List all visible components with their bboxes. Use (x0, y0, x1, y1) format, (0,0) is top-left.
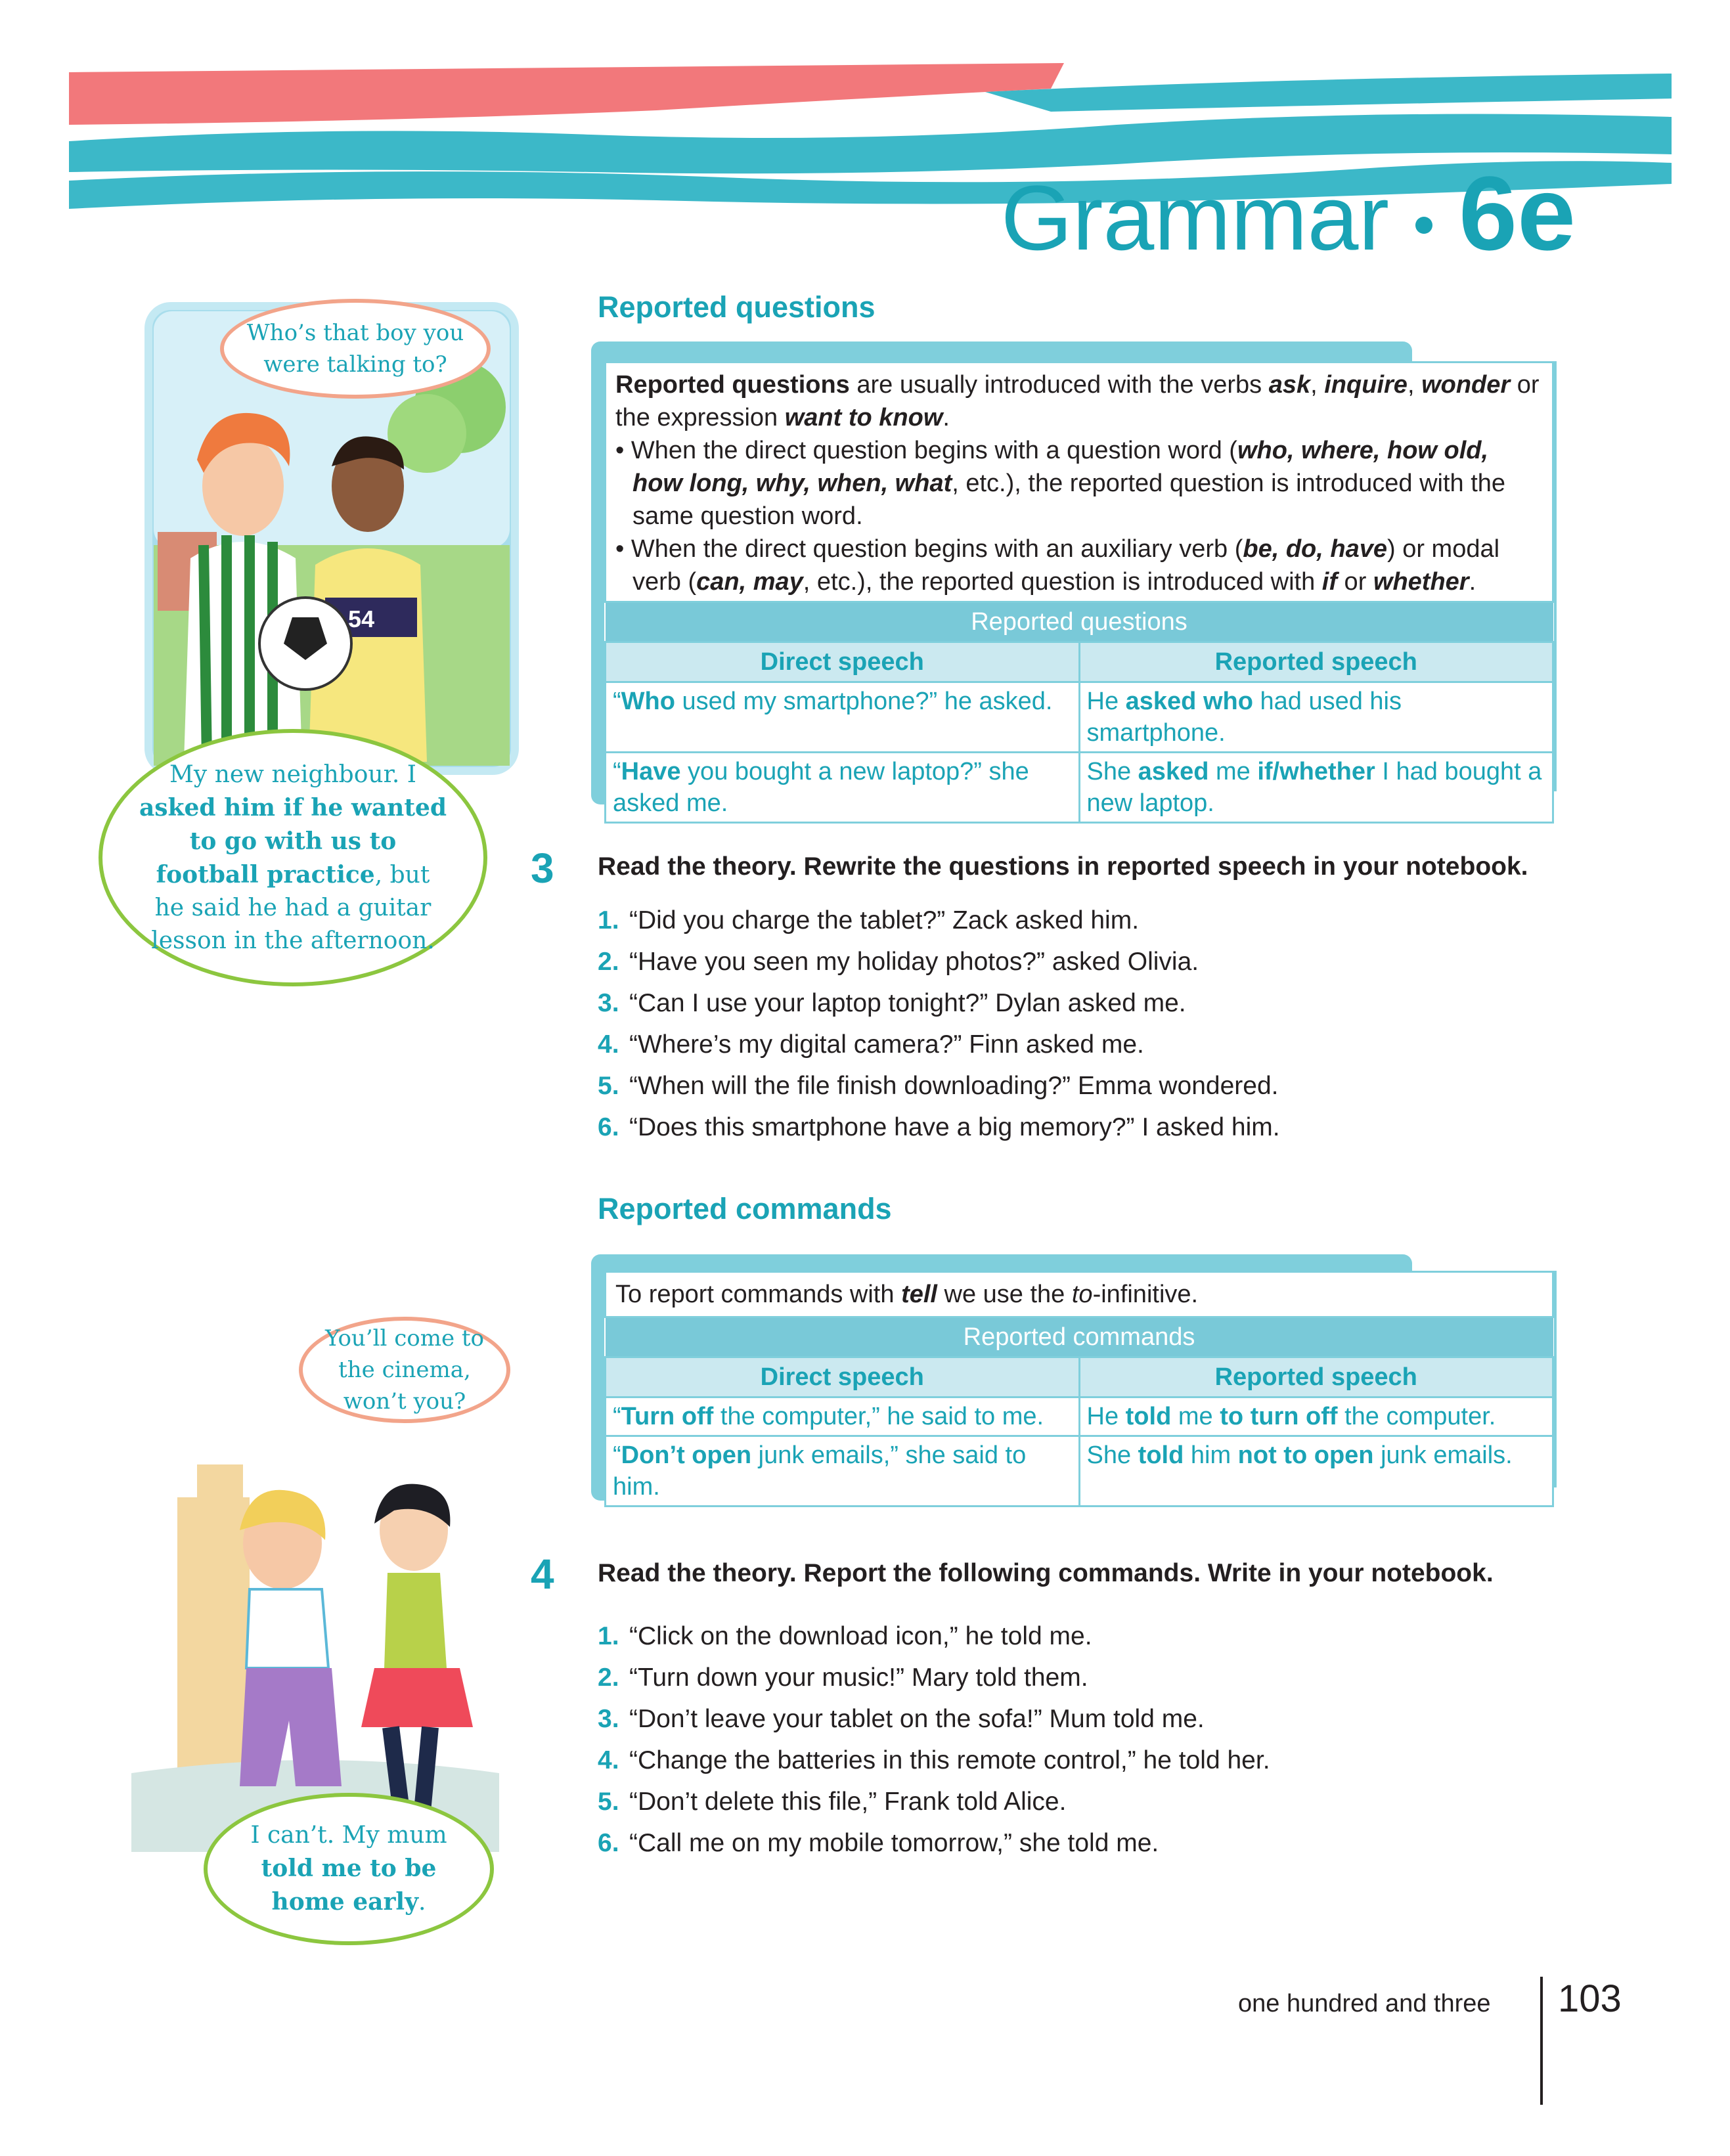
cell-text: I had bought a new laptop. (1086, 758, 1542, 817)
item-number: 3. (598, 989, 619, 1017)
cell-text: me (1209, 758, 1258, 785)
cell-text: the computer,” he said to me. (713, 1403, 1044, 1430)
list-item (598, 1107, 1280, 1148)
bubble-answer-top-bold: asked him if he wanted to go with us to football practice (139, 793, 447, 889)
rule-box-questions-body (604, 361, 1554, 824)
cell-text: the computer. (1337, 1403, 1496, 1430)
rule-commands-text-c: -infinitive. (1092, 1281, 1199, 1308)
bubble-answer-top-text (102, 759, 483, 957)
cell-reported (1079, 682, 1553, 753)
list-item (598, 982, 1280, 1024)
cell-highlight: Don’t open (621, 1441, 752, 1469)
col-header-reported: Reported speech (1079, 642, 1553, 682)
exercise-4-list (598, 1616, 1270, 1864)
item-text: “Don’t leave your tablet on the sofa!” Mum told me. (629, 1705, 1205, 1733)
bullet2-aux-verbs: be, do, have (1243, 535, 1387, 563)
cell-highlight: to turn off (1220, 1403, 1338, 1430)
list-item (598, 900, 1280, 941)
item-number: 2. (598, 948, 619, 976)
table-reported-questions (604, 603, 1554, 824)
speech-bubble-question-top (220, 299, 491, 399)
bubble-answer-bottom-pre: I can’t. My mum (250, 1822, 447, 1849)
rule-bullet-1: • When the direct question begins with a question word (who, where, how old, how long, why, when, what, etc.), the reported question is introduced with the same question word. (615, 437, 1506, 530)
table-row (606, 1397, 1553, 1436)
verb-wonder: wonder (1421, 371, 1511, 399)
bullet2-modal-verbs: can, may (696, 568, 803, 596)
cell-text: me (1171, 1403, 1220, 1430)
cell-text: “ (613, 688, 621, 715)
speech-bubble-question-bottom (299, 1317, 510, 1423)
bubble-answer-top-post: , but he said he had a guitar lesson in the afternoon. (151, 861, 435, 954)
rule-commands-text-a: To report commands with (615, 1281, 902, 1308)
item-number: 4. (598, 1746, 619, 1774)
item-number: 3. (598, 1705, 619, 1733)
table-row (606, 753, 1553, 823)
exercise-3-list (598, 900, 1280, 1148)
item-text: “Did you charge the tablet?” Zack asked him. (629, 906, 1140, 935)
cell-reported (1079, 753, 1553, 823)
table-reported-commands (604, 1318, 1554, 1507)
list-item (598, 1740, 1270, 1781)
exercise-3-number: 3 (531, 845, 554, 892)
heading-reported-commands: Reported commands (598, 1192, 892, 1225)
heading-reported-questions: Reported questions (598, 290, 876, 324)
rule-text-commands (604, 1271, 1554, 1318)
table-row (606, 682, 1553, 753)
speech-bubble-answer-bottom (204, 1793, 494, 1945)
cell-text: had used his smartphone. (1086, 688, 1402, 747)
bubble-answer-top-pre: My new neighbour. I (169, 760, 416, 788)
item-text: “Have you seen my holiday photos?” asked Olivia. (629, 948, 1199, 976)
list-item (598, 1616, 1270, 1657)
list-item (598, 941, 1280, 982)
bullet2-whether: whether (1373, 568, 1469, 596)
cell-direct (606, 1397, 1080, 1436)
list-item (598, 1698, 1270, 1740)
item-number: 5. (598, 1788, 619, 1816)
table-caption-questions: Reported questions (606, 603, 1553, 642)
cell-highlight: told (1125, 1403, 1172, 1430)
col-header-reported: Reported speech (1079, 1357, 1553, 1397)
bullet2-or: or (1337, 568, 1373, 596)
cell-direct (606, 753, 1080, 823)
cell-text: “ (613, 1441, 621, 1469)
item-text: “When will the file finish downloading?” Emma wondered. (629, 1072, 1279, 1100)
cell-highlight: told (1138, 1441, 1184, 1469)
expression-want-to-know: want to know (784, 404, 943, 431)
cell-text: junk emails. (1373, 1441, 1513, 1469)
bullet1-text-b: , etc.), the reported question is introduced with the same question word. (632, 470, 1506, 530)
table-row (606, 1436, 1553, 1507)
cell-highlight: Turn off (621, 1403, 714, 1430)
rule-box-commands-body (604, 1271, 1554, 1507)
cell-text: She (1086, 1441, 1138, 1469)
bullet-separator-icon (1415, 217, 1432, 234)
bullet2-if: if (1321, 568, 1337, 596)
list-item (598, 1024, 1280, 1065)
bubble-question-top-text: Who’s that boy you were talking to? (246, 320, 464, 378)
bullet2-text-c: , etc.), the reported question is introduced with (803, 568, 1322, 596)
unit-label: 6e (1459, 154, 1576, 272)
item-number: 5. (598, 1072, 619, 1100)
bullet1-text-a: When the direct question begins with a question word ( (631, 437, 1237, 464)
item-number: 1. (598, 1622, 619, 1650)
rule-intro-term: Reported questions (615, 371, 850, 399)
verb-inquire: inquire (1324, 371, 1408, 399)
cell-highlight: if/whether (1257, 758, 1375, 785)
cell-text: him (1184, 1441, 1238, 1469)
item-text: “Don’t delete this file,” Frank told Alice. (629, 1788, 1067, 1816)
bubble-answer-bottom-bold: told me to be home early (261, 1855, 437, 1916)
table-caption-commands: Reported commands (606, 1318, 1553, 1357)
page-number: 103 (1558, 1977, 1622, 2020)
item-number: 1. (598, 906, 619, 935)
cell-text: “ (613, 1403, 621, 1430)
bubble-answer-bottom-post: . (418, 1889, 426, 1916)
item-text: “Turn down your music!” Mary told them. (629, 1663, 1088, 1692)
bullet2-text-a: When the direct question begins with an auxiliary verb ( (631, 535, 1243, 563)
item-text: “Call me on my mobile tomorrow,” she told me. (629, 1829, 1159, 1857)
page-title (1000, 154, 1576, 272)
item-number: 6. (598, 1113, 619, 1141)
list-item (598, 1065, 1280, 1107)
cell-text: He (1086, 1403, 1126, 1430)
speech-bubble-answer-top (99, 729, 487, 986)
svg-text:54: 54 (348, 605, 375, 632)
rule-intro-or: or the expression (615, 371, 1540, 431)
bullet2-text-b: ) or modal verb ( (632, 535, 1500, 596)
section-label: Grammar (1000, 166, 1390, 269)
cell-highlight: not to open (1237, 1441, 1374, 1469)
rule-text-questions (604, 361, 1554, 603)
cell-direct (606, 682, 1080, 753)
cell-highlight: Have (621, 758, 681, 785)
cell-highlight: Who (621, 688, 675, 715)
item-text: “Where’s my digital camera?” Finn asked me. (629, 1030, 1144, 1059)
exercise-4-instruction: Read the theory. Report the following commands. Write in your notebook. (598, 1559, 1494, 1587)
item-number: 6. (598, 1829, 619, 1857)
cell-highlight: asked who (1125, 688, 1253, 715)
item-text: “Change the batteries in this remote control,” he told her. (629, 1746, 1270, 1774)
bubble-answer-bottom-text (208, 1819, 490, 1919)
exercise-3-instruction: Read the theory. Rewrite the questions in reported speech in your notebook. (598, 852, 1528, 881)
cell-text: junk emails,” she said to him. (613, 1441, 1027, 1501)
cell-text: you bought a new laptop?” she asked me. (613, 758, 1029, 817)
list-item (598, 1822, 1270, 1864)
cell-reported (1079, 1436, 1553, 1507)
list-item (598, 1657, 1270, 1698)
rule-intro-text: are usually introduced with the verbs (849, 371, 1269, 399)
cell-highlight: asked (1138, 758, 1209, 785)
bubble-question-bottom-text: You’ll come to the cinema, won’t you? (324, 1325, 485, 1415)
rule-commands-tell: tell (901, 1281, 937, 1308)
item-number: 2. (598, 1663, 619, 1692)
rule-bullet-2: • When the direct question begins with an auxiliary verb (be, do, have) or modal verb (can, may, etc.), the reported question is introduced with if or whether. (615, 535, 1500, 596)
exercise-4-number: 4 (531, 1551, 554, 1598)
cell-text: “ (613, 758, 621, 785)
verb-ask: ask (1268, 371, 1311, 399)
cell-text: used my smartphone?” he asked. (675, 688, 1053, 715)
list-item (598, 1781, 1270, 1822)
page-number-divider (1540, 1977, 1543, 2105)
cell-direct (606, 1436, 1080, 1507)
cell-text: She (1086, 758, 1138, 785)
rule-intro: Reported questions are usually introduced with the verbs ask, inquire, wonder or the expression want to know. (615, 371, 1540, 431)
cell-reported (1079, 1397, 1553, 1436)
col-header-direct: Direct speech (606, 642, 1080, 682)
item-text: “Does this smartphone have a big memory?” I asked him. (629, 1113, 1280, 1141)
cell-text: He (1086, 688, 1126, 715)
rule-commands-text-b: we use the (937, 1281, 1072, 1308)
page-number-words: one hundred and three (1238, 1990, 1491, 2017)
rule-commands-to: to (1071, 1281, 1093, 1308)
item-number: 4. (598, 1030, 619, 1059)
bullet1-question-words: who, where, how old, how long, why, when, what (632, 437, 1489, 497)
col-header-direct: Direct speech (606, 1357, 1080, 1397)
item-text: “Can I use your laptop tonight?” Dylan asked me. (629, 989, 1186, 1017)
item-text: “Click on the download icon,” he told me. (629, 1622, 1092, 1650)
